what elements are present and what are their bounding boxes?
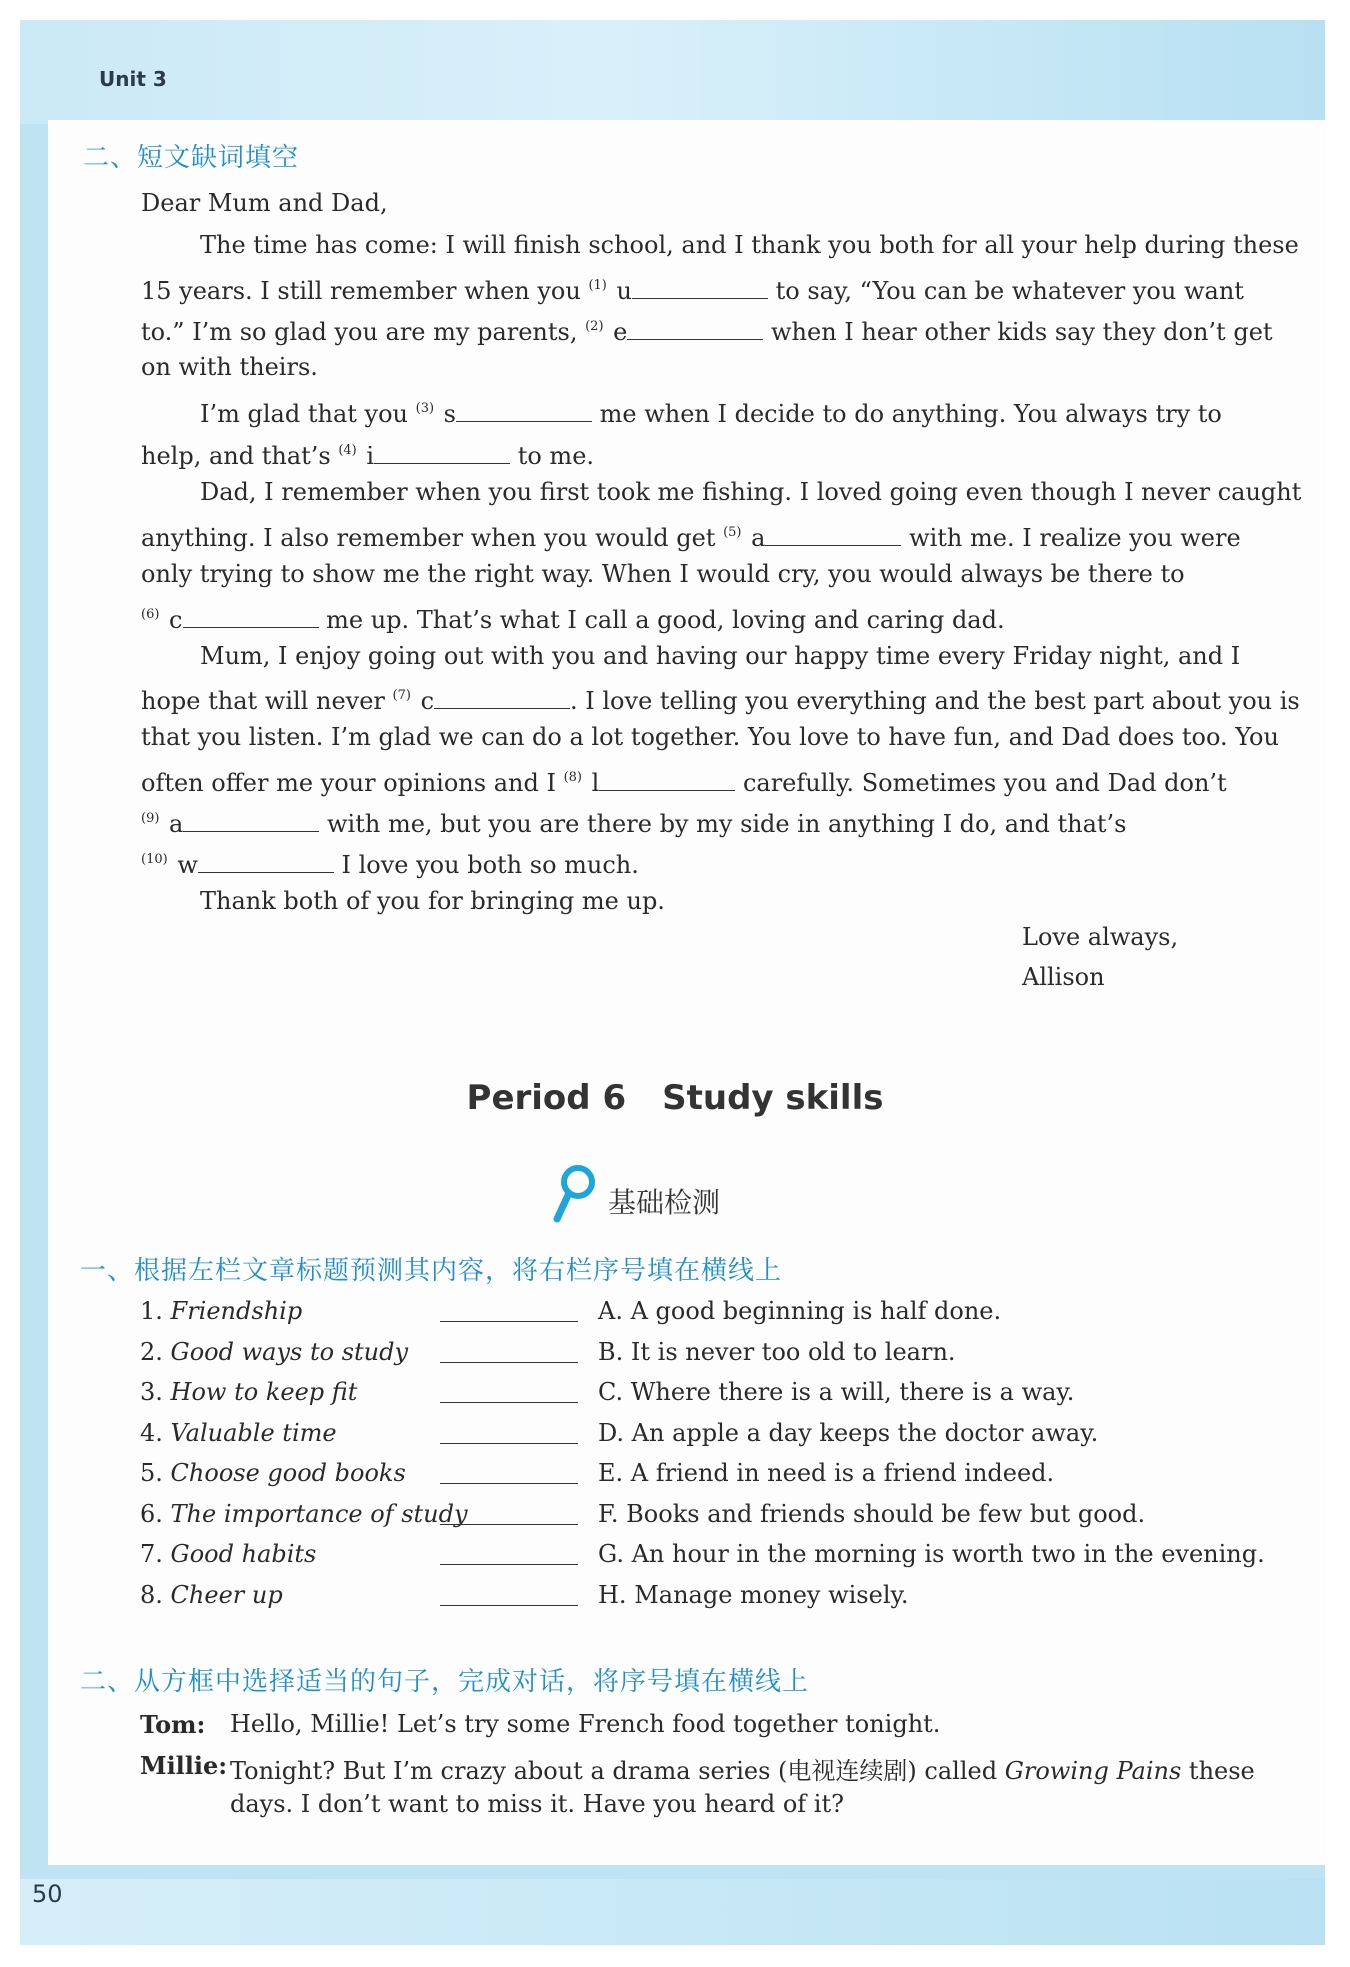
match-option: D. An apple a day keeps the doctor away.: [598, 1418, 1099, 1447]
answer-blank[interactable]: [434, 686, 570, 709]
answer-blank[interactable]: [440, 1321, 578, 1322]
answer-blank[interactable]: [632, 276, 768, 299]
millie-text-1: [230, 1751, 1255, 1786]
cloze-line: [141, 804, 1127, 839]
speaker-millie: Millie:: [140, 1751, 228, 1780]
cloze-line: [200, 394, 1222, 429]
answer-blank[interactable]: [456, 399, 592, 422]
answer-blank[interactable]: [440, 1483, 578, 1484]
cloze-text: help, and that’s: [141, 442, 339, 470]
magnifier-icon: [552, 1163, 598, 1223]
article-title: Cheer up: [170, 1580, 283, 1609]
blank-initial: w: [169, 851, 198, 879]
match-title: [140, 1459, 406, 1487]
footer-band: [20, 1879, 1325, 1945]
cloze-line: [141, 188, 388, 218]
match-number: 6.: [140, 1499, 163, 1528]
cloze-text: to say, “You can be whatever you want: [767, 277, 1244, 305]
cloze-text: me up. That’s what I call a good, loving and caring dad.: [318, 606, 1005, 634]
blank-initial: e: [605, 318, 628, 346]
dialogue-heading: 二、从方框中选择适当的句子，完成对话，将序号填在横线上: [80, 1667, 810, 1697]
match-title: [140, 1338, 408, 1366]
cloze-text: anything. I also remember when you would get: [141, 524, 724, 552]
unit-label: Unit 3: [99, 67, 167, 91]
match-row: [0, 1540, 1350, 1572]
subheading-label: 基础检测: [608, 1186, 721, 1219]
cloze-text: 15 years. I still remember when you: [141, 277, 589, 305]
blank-number: (10): [141, 852, 168, 867]
cloze-text: often offer me your opinions and I: [141, 769, 564, 797]
dialogue-line-millie: [140, 1751, 1255, 1785]
cloze-text: when I hear other kids say they don’t get: [763, 318, 1273, 346]
article-title: The importance of study: [170, 1499, 468, 1528]
blank-initial: c: [161, 606, 183, 634]
millie-text-2: days. I don’t want to miss it. Have you heard of it?: [230, 1790, 844, 1818]
cloze-text: with me. I realize you were: [901, 524, 1241, 552]
cloze-text: . I love telling you everything and the best part about you is: [570, 687, 1300, 715]
answer-blank[interactable]: [440, 1524, 578, 1525]
match-row: [0, 1500, 1350, 1532]
match-heading: 一、根据左栏文章标题预测其内容，将右栏序号填在横线上: [80, 1256, 783, 1286]
answer-blank[interactable]: [440, 1564, 578, 1565]
blank-initial: s: [436, 400, 456, 428]
cloze-text: me when I decide to do anything. You always try to: [592, 400, 1222, 428]
match-row: [0, 1459, 1350, 1491]
period-title: [0, 1078, 1350, 1118]
match-number: 3.: [140, 1378, 163, 1406]
cloze-heading: 二、短文缺词填空: [83, 143, 300, 173]
drama-title: Growing Pains: [1004, 1757, 1182, 1785]
article-title: Choose good books: [170, 1459, 406, 1487]
blank-initial: a: [161, 810, 184, 838]
match-number: 2.: [140, 1337, 163, 1366]
letter-signature: Allison: [1022, 963, 1105, 991]
blank-initial: l: [584, 769, 600, 797]
article-title: Good ways to study: [170, 1337, 409, 1366]
match-number: 8.: [140, 1580, 163, 1609]
blank-number: (6): [141, 607, 160, 622]
blank-number: (4): [338, 443, 357, 458]
cloze-text: carefully. Sometimes you and Dad don’t: [735, 769, 1227, 797]
blank-initial: c: [412, 687, 435, 715]
answer-blank[interactable]: [198, 850, 334, 873]
cloze-line: [200, 230, 1299, 260]
cloze-line: [141, 763, 1227, 798]
blank-number: (5): [723, 525, 742, 540]
answer-blank[interactable]: [599, 768, 735, 791]
cloze-line: [141, 271, 1244, 306]
answer-blank[interactable]: [440, 1402, 578, 1403]
match-number: 5.: [140, 1459, 163, 1487]
match-number: 7.: [140, 1540, 163, 1568]
millie-text-1a: Tonight? But I’m crazy about a drama series (电视连续剧) called: [230, 1757, 1005, 1785]
cloze-text: with me, but you are there by my side in anything I do, and that’s: [319, 810, 1127, 838]
blank-initial: u: [608, 277, 632, 305]
cloze-text: to me.: [510, 442, 595, 470]
cloze-line: [200, 886, 665, 916]
cloze-line: [141, 352, 318, 382]
match-option: B. It is never too old to learn.: [598, 1337, 956, 1366]
answer-blank[interactable]: [440, 1605, 578, 1606]
match-row: [0, 1419, 1350, 1451]
match-option: H. Manage money wisely.: [598, 1580, 909, 1609]
cloze-text: Dad, I remember when you first took me fishing. I loved going even though I never caught: [200, 478, 1302, 506]
cloze-line: [141, 518, 1241, 553]
cloze-text: Thank both of you for bringing me up.: [200, 887, 665, 915]
speaker-tom: Tom:: [140, 1710, 206, 1739]
cloze-line: [200, 477, 1301, 507]
cloze-text: on with theirs.: [141, 353, 318, 381]
answer-blank[interactable]: [440, 1443, 578, 1444]
match-title: [140, 1581, 283, 1609]
period-number: Period 6: [466, 1078, 627, 1118]
answer-blank[interactable]: [183, 809, 319, 832]
match-number: 4.: [140, 1418, 163, 1447]
page-number: 50: [32, 1880, 63, 1908]
match-row: [0, 1581, 1350, 1613]
cloze-text: I’m glad that you: [200, 400, 416, 428]
blank-initial: i: [358, 442, 375, 470]
cloze-text: The time has come: I will finish school, and I thank you both for all your help during these: [200, 231, 1299, 259]
match-title: [140, 1540, 316, 1568]
letter-closing: Love always,: [1022, 923, 1179, 951]
cloze-text: Dear Mum and Dad,: [141, 189, 388, 217]
cloze-line: [141, 600, 1005, 635]
match-title: [140, 1297, 302, 1325]
header-band: [20, 20, 1325, 124]
cloze-line: [141, 845, 639, 880]
match-title: [140, 1500, 468, 1528]
period-name: Study skills: [662, 1078, 884, 1118]
answer-blank[interactable]: [374, 441, 510, 464]
tom-text: Hello, Millie! Let’s try some French food together tonight.: [230, 1710, 941, 1738]
blank-number: (8): [563, 770, 582, 785]
cloze-text: that you listen. I’m glad we can do a lot together. You love to have fun, and Dad does too. You: [141, 723, 1279, 751]
answer-blank[interactable]: [627, 317, 763, 340]
cloze-text: Mum, I enjoy going out with you and having our happy time every Friday night, and I: [200, 642, 1241, 670]
cloze-text: hope that will never: [141, 687, 393, 715]
match-option: A. A good beginning is half done.: [598, 1297, 1002, 1325]
match-option: G. An hour in the morning is worth two in the evening.: [598, 1540, 1265, 1568]
blank-number: (2): [585, 319, 604, 334]
match-row: [0, 1338, 1350, 1370]
cloze-line: [141, 312, 1273, 347]
cloze-line: [141, 559, 1185, 589]
answer-blank[interactable]: [440, 1362, 578, 1363]
cloze-line: [200, 641, 1240, 671]
cloze-line: [141, 681, 1300, 716]
cloze-text: only trying to show me the right way. When I would cry, you would always be there to: [141, 560, 1185, 588]
article-title: Valuable time: [170, 1418, 337, 1447]
article-title: Friendship: [170, 1297, 303, 1325]
millie-text-1c: these: [1181, 1757, 1255, 1785]
blank-number: (3): [415, 401, 435, 416]
answer-blank[interactable]: [183, 605, 319, 628]
cloze-line: [141, 436, 594, 471]
article-title: How to keep fit: [170, 1378, 358, 1406]
dialogue-line-tom: [140, 1710, 941, 1739]
match-row: [0, 1297, 1350, 1329]
cloze-text: I love you both so much.: [333, 851, 639, 879]
blank-initial: a: [743, 524, 766, 552]
match-option: C. Where there is a will, there is a way.: [598, 1378, 1075, 1406]
match-row: [0, 1378, 1350, 1410]
match-title: [140, 1378, 357, 1406]
match-option: E. A friend in need is a friend indeed.: [598, 1459, 1055, 1487]
blank-number: (1): [588, 278, 607, 293]
match-title: [140, 1419, 337, 1447]
cloze-line: [141, 722, 1279, 752]
answer-blank[interactable]: [765, 523, 901, 546]
blank-number: (9): [141, 811, 160, 826]
cloze-text: to.” I’m so glad you are my parents,: [141, 318, 586, 346]
blank-number: (7): [392, 688, 411, 703]
match-number: 1.: [140, 1297, 163, 1325]
article-title: Good habits: [170, 1540, 317, 1568]
match-option: F. Books and friends should be few but good.: [598, 1499, 1146, 1528]
